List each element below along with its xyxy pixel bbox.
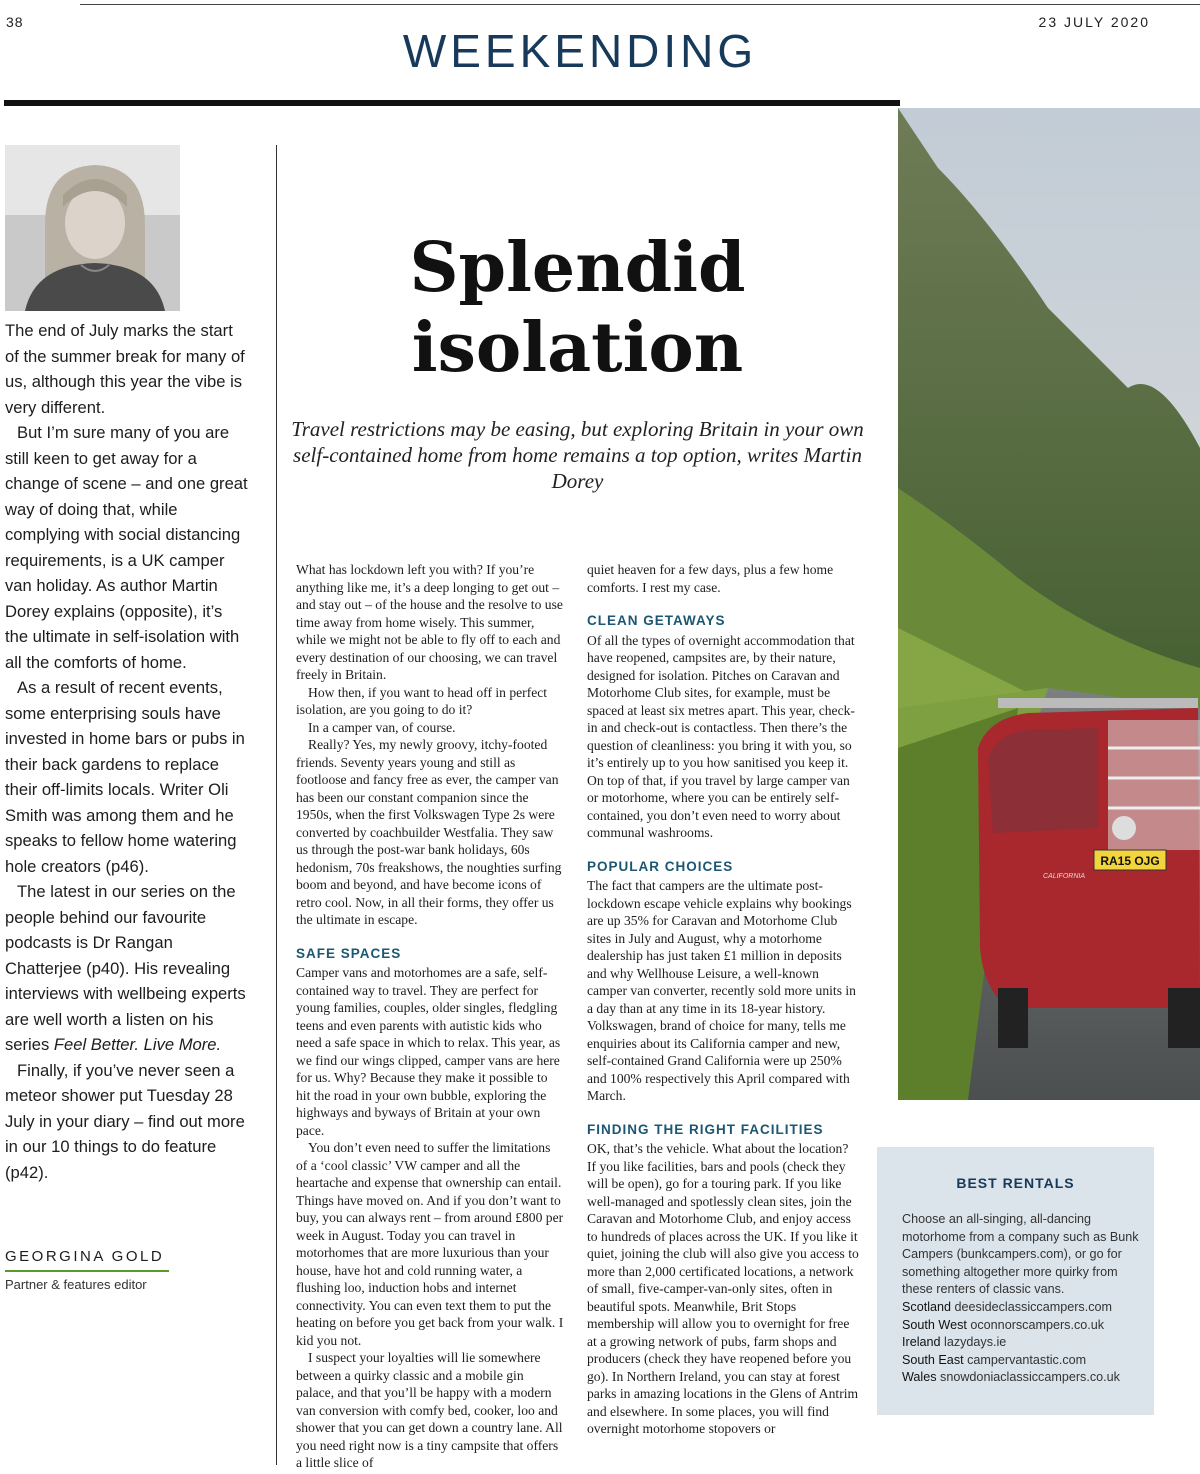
issue-date: 23 JULY 2020	[1038, 14, 1150, 30]
article-column-2	[587, 561, 859, 1438]
body-paragraph: What has lockdown left you with? If you’re anything like me, it’s a deep longing to get out – and stay out – of the house and the resolve to use time away from home wisely. This summer, while we might not be able to fly off to each and every destination of our choosing, we can travel freely in Britain.	[296, 562, 563, 682]
editor-paragraph: As a result of recent events, some enterprising souls have invested in home bars or pubs in their back gardens to replace their off-limits locals. Writer Oli Smith was among them and he speaks to fellow home watering hole creators (p46).	[5, 678, 245, 876]
subheading-popular-choices: POPULAR CHOICES	[587, 858, 734, 874]
editor-portrait-drawing	[5, 145, 180, 311]
editor-paragraph-podcast	[5, 879, 250, 1058]
best-rentals-text	[902, 1211, 1142, 1387]
rental-region: Ireland	[902, 1335, 941, 1350]
body-paragraph: In a camper van, of course.	[308, 719, 456, 735]
article-headline	[290, 228, 865, 388]
rental-site: snowdoniaclassiccampers.co.uk	[940, 1370, 1120, 1385]
headline-line: Splendid	[409, 228, 746, 308]
camper-van-illustration	[898, 108, 1200, 1100]
editor-paragraph: The end of July marks the start of the summer break for many of us, although this year the vibe is very different.	[5, 321, 245, 417]
editor-name: GEORGINA GOLD	[5, 1248, 165, 1265]
rental-entry	[902, 1369, 1142, 1387]
rental-entry	[902, 1334, 1142, 1352]
rental-entry	[902, 1299, 1142, 1317]
subheading-safe-spaces: SAFE SPACES	[296, 945, 402, 961]
page-number: 38	[6, 14, 24, 30]
rental-site: deesideclassiccampers.com	[954, 1299, 1112, 1314]
podcast-title: Feel Better. Live More.	[53, 1035, 222, 1054]
editor-paragraph-text: The latest in our series on the people behind our favourite podcasts is Dr Rangan Chatterjee (p40). His revealing interviews with wellbeing experts are well worth a listen on his series	[5, 882, 246, 1054]
rental-site: lazydays.ie	[944, 1335, 1007, 1350]
best-rentals-box	[877, 1147, 1154, 1415]
article-column-1	[296, 561, 564, 1472]
rental-region: South West	[902, 1317, 967, 1332]
body-paragraph: OK, that’s the vehicle. What about the location? If you like facilities, bars and pools (check they will be open), go for a touring park. If you like well-managed and spotlessly clean sites, join the Caravan and Motorhome Club, and enjoy access to hundreds of places across the UK. If you like it quiet, joining the club will also give you access to more than 2,000 certificated locations, a network of small, five-camper-van-only sites, often in beautiful spots. Meanwhile, Brit Stops membership will allow you to overnight for free at a growing network of pubs, farm shops and producers (check they have reopened before you go). In Northern Ireland, you can stay at forest parks in amazing locations in the Glens of Antrim and elsewhere. In some places, you will find overnight motorhome stopovers or	[587, 1141, 859, 1436]
best-rentals-title: BEST RENTALS	[956, 1175, 1075, 1191]
body-paragraph: quiet heaven for a few days, plus a few home comforts. I rest my case.	[587, 562, 834, 595]
body-paragraph: Of all the types of overnight accommodation that have reopened, campsites are, by their nature, designed for isolation. Pitches on Caravan and Motorhome Club sites, for example, must be spaced at least six metres apart. This year, check-in and check-out is contactless. Then there’s the question of cleanliness: you bring it with you, so it’s entirely up to you how sanitised you keep it. On top of that, if you travel by large camper van or motorhome, where you can be entirely self-contained, you don’t even need to worry about communal washrooms.	[587, 632, 855, 840]
column-divider	[276, 145, 277, 1465]
editor-letter	[5, 318, 250, 1185]
subheading-clean-getaways: CLEAN GETAWAYS	[587, 613, 726, 628]
editor-paragraph: But I’m sure many of you are still keen to get away for a change of scene – and one great way of doing that, while complying with social distancing requirements, is a UK camper van holiday. As author Martin Dorey explains (opposite), it’s the ultimate in self-isolation with all the comforts of home.	[5, 423, 248, 672]
body-paragraph: The fact that campers are the ultimate post-lockdown escape vehicle explains why bookings are up 35% for Caravan and Motorhome Club sites in July and August, why a motorhome dealership has just taken £1 million in deposits and why Wellhouse Leisure, a well-known camper van converter, recently sold more units in a day than at any time in its 18-year history. Volkswagen, brand of choice for many, tells me enquiries about its California camper and new, self-contained Grand California were up 250% and 100% respectively this April compared with March.	[587, 878, 856, 1103]
section-title: WEEKENDING	[402, 25, 758, 77]
body-paragraph: I suspect your loyalties will lie somewhere between a quirky classic and a mobile gin palace, and that you’ll be happy with a modern van conversion with comfy bed, cooker, loo and shower that you can get down a country lane. All you need right now is a tiny campsite that offers a little slice of	[296, 1350, 563, 1470]
body-paragraph: How then, if you want to head off in perfect isolation, are you going to do it?	[296, 684, 548, 717]
headline-line: isolation	[411, 308, 744, 388]
article-standfirst: Travel restrictions may be easing, but exploring Britain in your own self-contained home from home remains a top option, writes Martin Dorey	[291, 417, 864, 493]
top-border-rule	[80, 4, 1200, 5]
rental-region: South East	[902, 1352, 964, 1367]
byline-underline	[5, 1270, 169, 1272]
rental-entry	[902, 1352, 1142, 1370]
best-rentals-intro: Choose an all-singing, all-dancing motorhome from a company such as Bunk Campers (bunkcampers.com), or go for something altogether more quirky from these renters of classic vans.	[902, 1212, 1139, 1297]
camper-van	[978, 698, 1200, 1048]
masthead-rule	[4, 100, 900, 106]
rental-site: campervantastic.com	[967, 1352, 1087, 1367]
rental-region: Scotland	[902, 1299, 952, 1314]
van-number-plate: RA15 OJG	[1100, 854, 1160, 868]
body-paragraph: Really? Yes, my newly groovy, itchy-footed friends. Seventy years young and still as footloose and fancy free as ever, the camper van has been our constant companion since the 1950s, when the first Volkswagen Type 2s were converted by coachbuilder Westfalia. They saw us through the post-war bank holidays, 60s hedonism, 70s freakshows, the noughties surfing boom and beyond, and have become icons of retro cool. Now, in all their forms, they offer us the ultimate in escape.	[296, 737, 562, 927]
rental-region: Wales	[902, 1370, 937, 1385]
rental-entry	[902, 1317, 1142, 1335]
subheading-finding-facilities: FINDING THE RIGHT FACILITIES	[587, 1121, 824, 1137]
rental-site: oconnorscampers.co.uk	[970, 1317, 1105, 1332]
editor-portrait	[5, 145, 180, 311]
editor-paragraph: Finally, if you’ve never seen a meteor shower put Tuesday 28 July in your diary – find out more in our 10 things to do feature (p42).	[5, 1060, 245, 1182]
camper-van-photo	[898, 108, 1200, 1100]
body-paragraph: Camper vans and motorhomes are a safe, self-contained way to travel. They are perfect for young families, couples, older singles, fledgling teens and even parents with autistic kids who need a safe space in which to relax. This year, as we find our wings clipped, camper vans are here for us. Why? Because they make it possible to hit the road in your own bubble, exploring the highways and byways of Britain at your own pace.	[296, 965, 561, 1138]
editor-role: Partner & features editor	[5, 1277, 147, 1292]
van-model-badge: CALIFORNIA	[1043, 873, 1086, 880]
body-paragraph: You don’t even need to suffer the limitations of a ‘cool classic’ VW camper and all the heartache and expense that ownership can entail. Things have moved on. And if you don’t want to buy, you can always rent – from around £800 per week in August. Today you can travel in motorhomes that are more luxurious than your house, have hot and cold running water, a flushing loo, induction hobs and internet connectivity. You can even text them to put the heating on before you get back from your walk. I kid you not.	[296, 1140, 564, 1348]
